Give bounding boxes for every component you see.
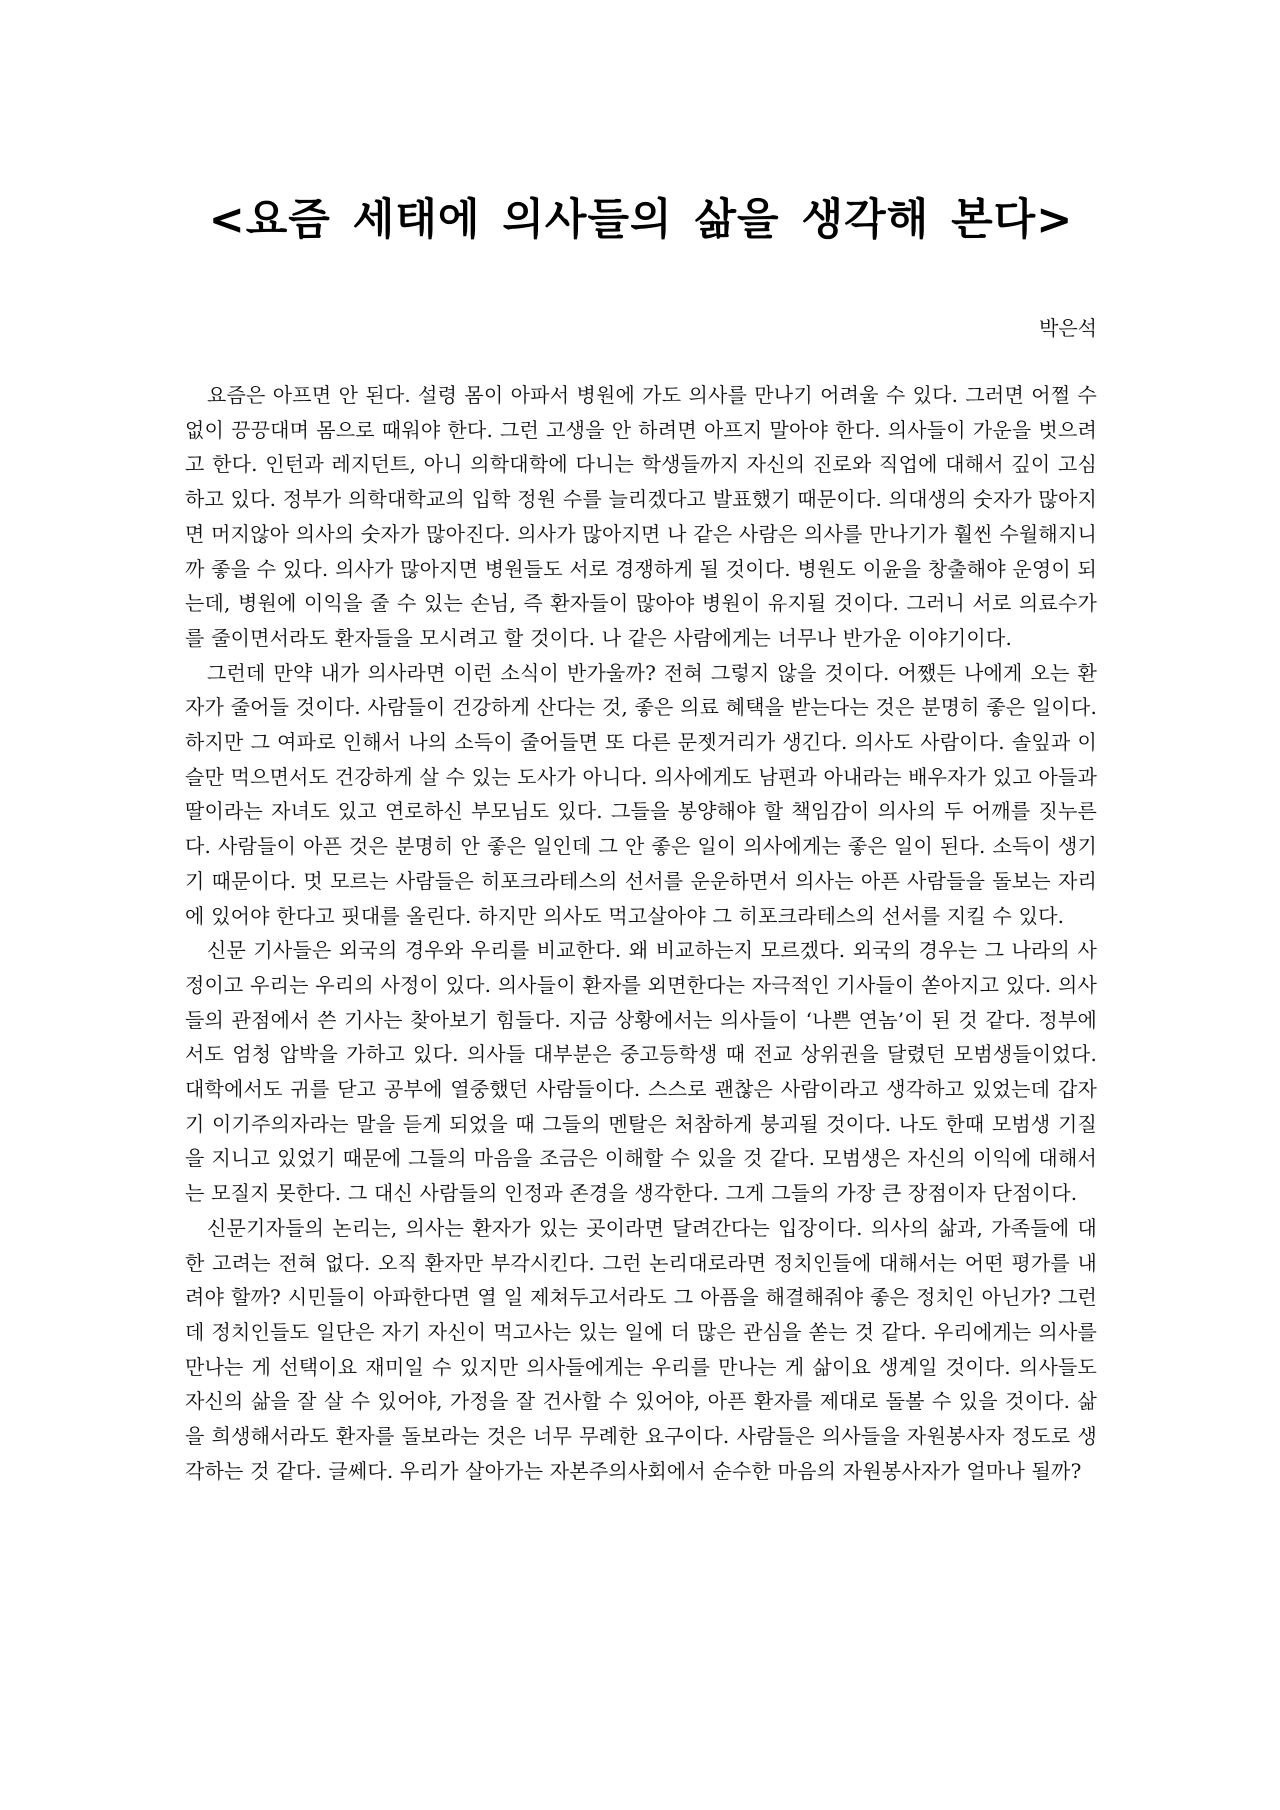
document-body [185, 378, 1097, 1489]
paragraph: 신문기자들의 논리는, 의사는 환자가 있는 곳이라면 달려간다는 입장이다. 의사의 삶과, 가족들에 대한 고려는 전혀 없다. 오직 환자만 부각시킨다. 그런 논리대로라면 정치인들에 대해서는 어떤 평가를 내려야 할까? 시민들이 아파한다면 열 일 제쳐두고서라도 그 아픔을 해결해줘야 좋은 정치인 아닌가? 그런데 정치인들도 일단은 자기 자신이 먹고사는 있는 일에 더 많은 관심을 쏟는 것 같다. 우리에게는 의사를 만나는 게 선택이요 재미일 수 있지만 의사들에게는 우리를 만나는 게 삶이요 생계일 것이다. 의사들도 자신의 삶을 잘 살 수 있어야, 가정을 잘 건사할 수 있어야, 아픈 환자를 제대로 돌볼 수 있을 것이다. 삶을 희생해서라도 환자를 돌보라는 것은 너무 무례한 요구이다. 사람들은 의사들을 자원봉사자 정도로 생각하는 것 같다. 글쎄다. 우리가 살아가는 자본주의사회에서 순수한 마음의 자원봉사자가 얼마나 될까? [185, 1215, 1097, 1483]
paragraph: 신문 기사들은 외국의 경우와 우리를 비교한다. 왜 비교하는지 모르겠다. 외국의 경우는 그 나라의 사정이고 우리는 우리의 사정이 있다. 의사들이 환자를 외면한다는 자극적인 기사들이 쏟아지고 있다. 의사들의 관점에서 쓴 기사는 찾아보기 힘들다. 지금 상황에서는 의사들이 ‘나쁜 연놈’이 된 것 같다. 정부에서도 엄청 압박을 가하고 있다. 의사들 대부분은 중고등학생 때 전교 상위권을 달렸던 모범생들이었다. 대학에서도 귀를 닫고 공부에 열중했던 사람들이다. 스스로 괜찮은 사람이라고 생각하고 있었는데 갑자기 이기주의자라는 말을 듣게 되었을 때 그들의 멘탈은 처참하게 붕괴될 것이다. 나도 한때 모범생 기질을 지니고 있었기 때문에 그들의 마음을 조금은 이해할 수 있을 것 같다. 모범생은 자신의 이익에 대해서는 모질지 못한다. 그 대신 사람들의 인정과 존경을 생각한다. 그게 그들의 가장 큰 장점이자 단점이다. [185, 938, 1097, 1206]
paragraph: 요즘은 아프면 안 된다. 설령 몸이 아파서 병원에 가도 의사를 만나기 어려울 수 있다. 그러면 어쩔 수 없이 끙끙대며 몸으로 때워야 한다. 그런 고생을 안 하려면 아프지 말아야 한다. 의사들이 가운을 벗으려고 한다. 인턴과 레지던트, 아니 의학대학에 다니는 학생들까지 자신의 진로와 직업에 대해서 깊이 고심하고 있다. 정부가 의학대학교의 입학 정원 수를 늘리겠다고 발표했기 때문이다. 의대생의 숫자가 많아지면 머지않아 의사의 숫자가 많아진다. 의사가 많아지면 나 같은 사람은 의사를 만나기가 훨씬 수월해지니까 좋을 수 있다. 의사가 많아지면 병원들도 서로 경쟁하게 될 것이다. 병원도 이윤을 창출해야 운영이 되는데, 병원에 이익을 줄 수 있는 손님, 즉 환자들이 많아야 병원이 유지될 것이다. 그러니 서로 의료수가를 줄이면서라도 환자들을 모시려고 할 것이다. 나 같은 사람에게는 너무나 반가운 이야기이다. [185, 383, 1097, 650]
document-title: <요즘 세태에 의사들의 삶을 생각해 본다> [208, 195, 1074, 245]
author-name: 박은석 [1039, 316, 1097, 340]
paragraph: 그런데 만약 내가 의사라면 이런 소식이 반가울까? 전혀 그렇지 않을 것이다. 어쨌든 나에게 오는 환자가 줄어들 것이다. 사람들이 건강하게 산다는 것, 좋은 의료 혜택을 받는다는 것은 분명히 좋은 일이다. 하지만 그 여파로 인해서 나의 소득이 줄어들면 또 다른 문젯거리가 생긴다. 의사도 사람이다. 솔잎과 이슬만 먹으면서도 건강하게 살 수 있는 도사가 아니다. 의사에게도 남편과 아내라는 배우자가 있고 아들과 딸이라는 자녀도 있고 연로하신 부모님도 있다. 그들을 봉양해야 할 책임감이 의사의 두 어깨를 짓누른다. 사람들이 아픈 것은 분명히 안 좋은 일인데 그 안 좋은 일이 의사에게는 좋은 일이 된다. 소득이 생기기 때문이다. 멋 모르는 사람들은 히포크라테스의 선서를 운운하면서 의사는 아픈 사람들을 돌보는 자리에 있어야 한다고 핏대를 올린다. 하지만 의사도 먹고살아야 그 히포크라테스의 선서를 지킬 수 있다. [185, 660, 1097, 928]
document-page [185, 0, 1097, 1810]
